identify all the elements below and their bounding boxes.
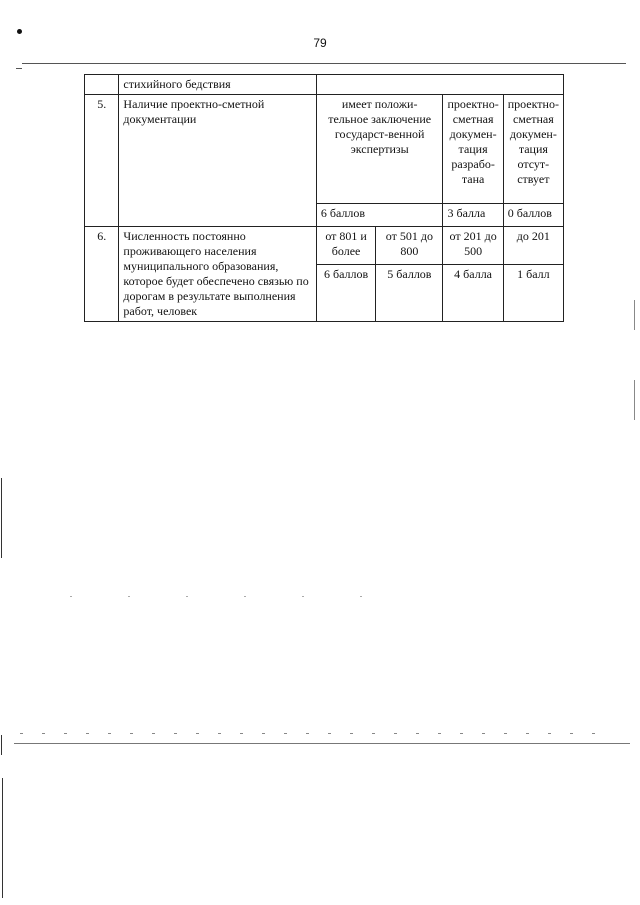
option-cell: имеет положи-тельное заключение государст-венной экспертизы <box>316 95 443 204</box>
row-number-cell: 5. <box>85 95 119 227</box>
score-cell: 0 баллов <box>503 204 563 227</box>
table-row-6 <box>85 227 564 265</box>
page-edge-left <box>2 778 3 898</box>
page-edge-right <box>634 380 635 420</box>
option-cell: проектно-сметная докумен-тация разрабо-тана <box>443 95 503 204</box>
page-edge-right <box>634 300 635 330</box>
bottom-divider <box>14 743 630 744</box>
criterion-cell: Численность постоянно проживающего населения муниципального образования, которое будет обеспечено связью по дорогам в результате выполнения работ, человек <box>119 227 316 322</box>
table-row-continued <box>85 75 564 95</box>
page-number: 79 <box>313 36 327 50</box>
page-edge-left <box>1 478 2 558</box>
score-cell: 5 баллов <box>376 265 443 322</box>
option-cell: до 201 <box>503 227 563 265</box>
top-divider <box>22 63 626 64</box>
score-cell: 3 балла <box>443 204 503 227</box>
score-cell: 4 балла <box>443 265 503 322</box>
scan-speck-row <box>20 733 600 734</box>
criterion-cell: Наличие проектно-сметной документации <box>119 95 316 227</box>
scan-mark <box>16 68 22 69</box>
score-cell: 6 баллов <box>316 265 375 322</box>
score-cell: 6 баллов <box>316 204 443 227</box>
option-cell: от 501 до 800 <box>376 227 443 265</box>
option-cell: от 201 до 500 <box>443 227 503 265</box>
page-edge-left <box>1 735 2 755</box>
table-row-5 <box>85 95 564 204</box>
options-cell <box>316 75 563 95</box>
option-cell: проектно-сметная докумен-тация отсут-ствует <box>503 95 563 204</box>
row-number-cell: 6. <box>85 227 119 322</box>
criteria-table <box>84 74 564 322</box>
scan-mark-dot <box>17 29 22 34</box>
option-cell: от 801 и более <box>316 227 375 265</box>
scan-speck-row <box>70 596 410 597</box>
criterion-cell: стихийного бедствия <box>119 75 316 95</box>
row-number-cell <box>85 75 119 95</box>
score-cell: 1 балл <box>503 265 563 322</box>
